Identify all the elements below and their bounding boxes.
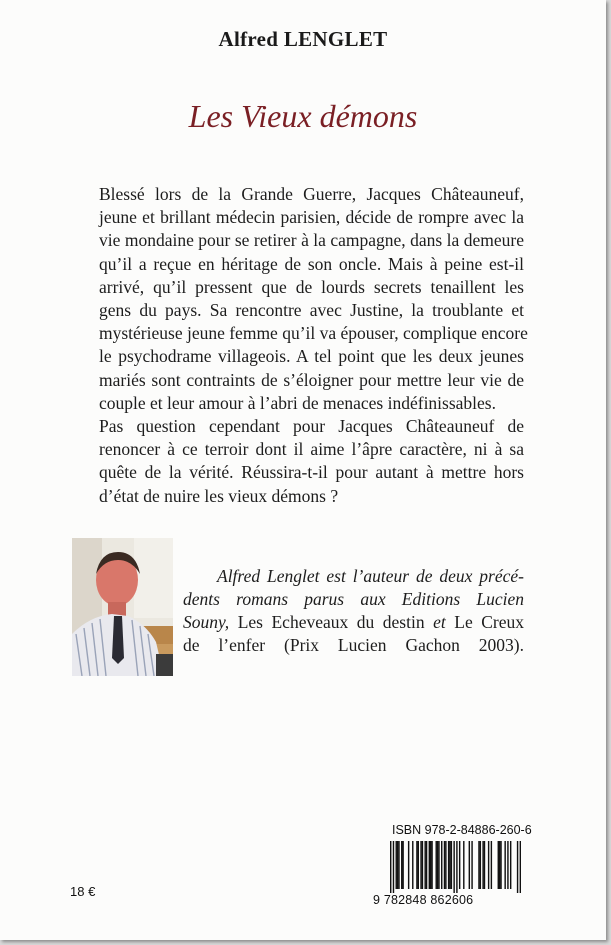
barcode-bar [430, 841, 431, 889]
barcode-bar [478, 841, 479, 889]
barcode-bar [408, 841, 409, 889]
barcode-bar [420, 841, 421, 889]
barcode-bar [444, 841, 445, 889]
barcode-bar [424, 841, 425, 889]
barcode-bar [426, 841, 427, 889]
author-portrait-image [72, 538, 173, 676]
barcode-bar [396, 841, 397, 889]
barcode-bar [422, 841, 423, 889]
barcode-bar [448, 841, 449, 889]
text-line: mariés sont contraints de s’éloigner pour mettre leur vie de [99, 369, 524, 390]
barcode-bar [520, 841, 521, 893]
text-line: qu’il a reçue en héritage de son oncle. Mais à peine est-il [99, 253, 524, 274]
author-photo [72, 538, 173, 676]
barcode-bar [504, 841, 505, 889]
bio-line-4 [183, 634, 524, 657]
bio-line-2 [183, 588, 524, 611]
barcode-bar [437, 841, 438, 889]
text-line: Pas question cependant pour Jacques Châteauneuf de [99, 416, 524, 437]
text-line: d’état de nuire les vieux démons ? [99, 485, 339, 506]
barcode-bar [459, 841, 460, 889]
text-line: jeune et brillant médecin parisien, décide de rompre avec la [99, 207, 524, 228]
barcode-bar [390, 841, 391, 893]
text-line: couple et leur amour à l’abri de menaces indéfinissables. [99, 392, 496, 413]
barcode-bar [418, 841, 419, 889]
barcode-bar [469, 841, 470, 889]
barcode-bar [507, 841, 508, 889]
text-line: le psychodrame villageois. A tel point que les deux jeunes [99, 346, 524, 367]
barcode-bar [456, 841, 457, 893]
barcode-bar [482, 841, 483, 889]
synopsis [74, 183, 528, 508]
barcode-bar [500, 841, 501, 889]
barcode-bar [429, 841, 430, 889]
text-line: vie mondaine pour se retirer à la campagne, dans la demeure [99, 230, 524, 251]
isbn-barcode [390, 841, 521, 893]
book-title: Les Vieux démons [188, 98, 418, 134]
bio-line-3 [183, 611, 524, 634]
bio-book-title: Le Creux [445, 612, 524, 632]
text-line: Blessé lors de la Grande Guerre, Jacques Châteauneuf, [99, 184, 524, 204]
price: 18 € [70, 884, 96, 899]
barcode-bar [449, 841, 450, 889]
barcode-bar [451, 841, 452, 889]
barcode-bar [416, 841, 417, 889]
barcode-bar [484, 841, 485, 889]
bio-book-title: de l’enfer (Prix Lucien Gachon 2003). [183, 635, 524, 655]
barcode-bar [438, 841, 439, 889]
isbn-label: ISBN 978-2-84886-260-6 [392, 823, 532, 837]
text-line: gens du pays. Sa rencontre avec Justine, la troublante et [99, 300, 524, 321]
bio-text: Alfred Lenglet est l’auteur de deux précé- [217, 566, 524, 586]
barcode-bar [398, 841, 399, 889]
synopsis-paragraph-2 [74, 415, 524, 508]
barcode-bar [393, 841, 394, 893]
barcode-digits: 9 782848 862606 [373, 893, 474, 907]
barcode-bar [402, 841, 403, 889]
text-line: renoncer à ce terroir dont il aime l’âpre caractère, ni à sa [99, 439, 524, 460]
barcode-bar [488, 841, 489, 889]
bio-text: et [433, 612, 446, 632]
barcode-bar [480, 841, 481, 889]
bio-book-title: Les Echeveaux du destin [229, 612, 434, 632]
barcode-bar [498, 841, 499, 889]
bio-line-1 [183, 565, 524, 588]
barcode-bar [499, 841, 500, 889]
barcode-bar [436, 841, 437, 889]
bio-text: dents romans parus aux Editions Lucien [183, 589, 524, 609]
text-line: arrivé, qu’il pressent que de lourds secrets tenaillent les [99, 276, 524, 297]
barcode-bar [453, 841, 454, 893]
barcode-bar [412, 841, 413, 889]
text-line: mystérieuse jeune femme qu’il va épouser, complique encore [99, 323, 528, 344]
barcode-bar [463, 841, 464, 889]
author-name: Alfred LENGLET [218, 27, 388, 51]
barcode-bar [517, 841, 518, 893]
bio-text: Souny, [183, 612, 230, 632]
barcode-bar [431, 841, 432, 889]
barcode-bar [491, 841, 492, 889]
barcode-bar [445, 841, 446, 889]
text-line: quête de la vérité. Réussira-t-il pour autant à mettre hors [99, 462, 524, 483]
barcode-bar [397, 841, 398, 889]
author-bio [183, 565, 524, 657]
barcode-bar [471, 841, 472, 889]
barcode-bar [441, 841, 442, 889]
synopsis-paragraph-1 [74, 183, 528, 415]
barcode-bar [401, 841, 402, 889]
barcode-bar [510, 841, 511, 889]
